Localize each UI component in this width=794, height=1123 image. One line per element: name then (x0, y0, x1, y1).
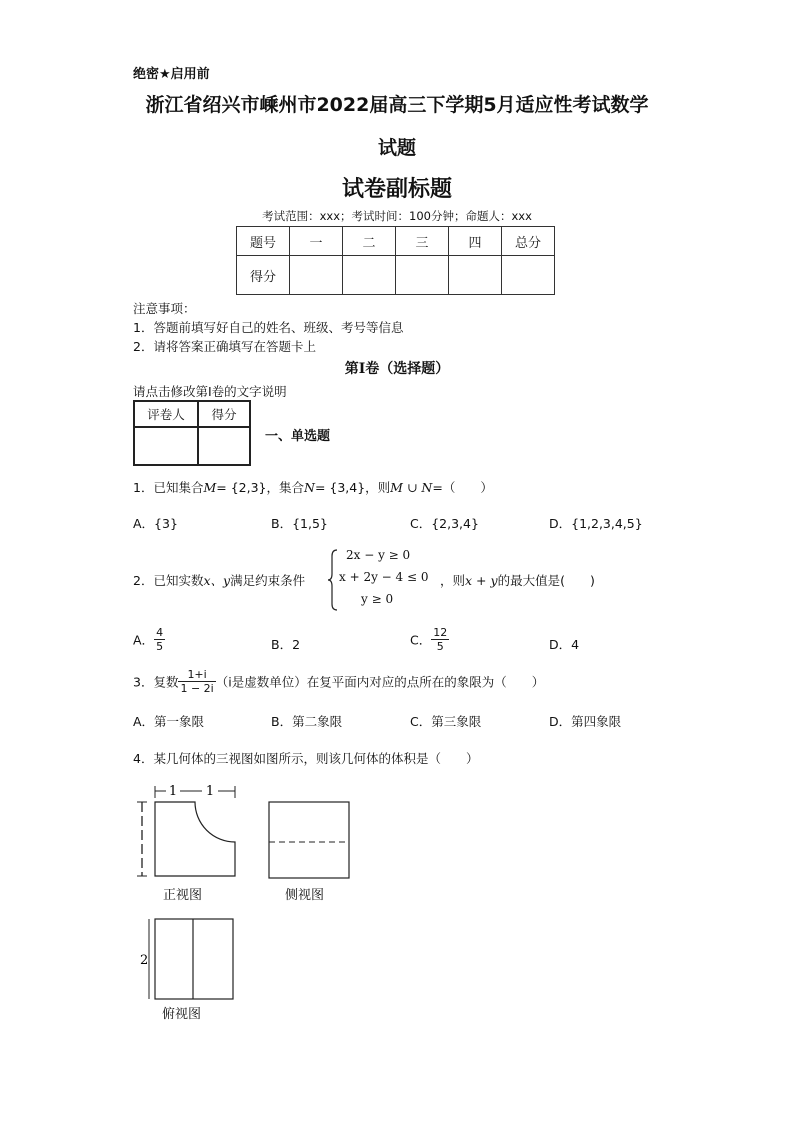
q1-option-a[interactable]: A．{3} (133, 516, 178, 531)
dim-label: 1 (168, 784, 178, 799)
q2-vars: x、y (203, 573, 231, 588)
fraction-numerator: 12 (433, 626, 448, 639)
q2-expression: x + y (465, 573, 498, 588)
exam-title: 浙江省绍兴市嵊州市2022届高三下学期5月适应性考试数学 (145, 94, 649, 116)
question-2-tail (440, 571, 595, 589)
exam-title-line2: 试题 (377, 137, 416, 159)
q1-option-b[interactable]: B．{1,5} (271, 516, 328, 531)
q1-option-c[interactable]: C．{2,3,4} (410, 516, 479, 531)
score-cell (449, 256, 502, 295)
q3-option-b[interactable]: B．第二象限 (271, 714, 343, 729)
score-header-cell: 总分 (502, 227, 555, 256)
q2-text: 满足约束条件 (230, 573, 306, 588)
score-header-cell: 四 (449, 227, 502, 256)
dim-label: 2 (140, 953, 149, 968)
q2-text: ，则 (440, 573, 466, 588)
q2-option-d[interactable]: D．4 (549, 637, 580, 652)
q3-option-a[interactable]: A．第一象限 (133, 714, 205, 729)
fraction-denominator: 1 − 2i (180, 682, 214, 695)
q2-constraint-2: x + 2y − 4 ≤ 0 (339, 570, 429, 584)
score-header-cell: 二 (343, 227, 396, 256)
q1-option-d[interactable]: D．{1,2,3,4,5} (549, 516, 643, 531)
score-header-cell: 一 (290, 227, 343, 256)
question-4: 4．某几何体的三视图如图所示，则该几何体的体积是（ ） (133, 751, 479, 766)
score-row-label: 得分 (237, 256, 290, 295)
q1-text: 1．已知集合 (133, 480, 204, 495)
q2-option-a-label: A． (133, 632, 155, 648)
q3-option-c[interactable]: C．第三象限 (410, 714, 482, 729)
q1-text: = {3,4}，则 (314, 480, 391, 495)
front-view-figure (128, 780, 248, 880)
dim-label: 1 (205, 784, 215, 799)
exam-subtitle: 试卷副标题 (341, 176, 452, 202)
side-view-label: 侧视图 (285, 888, 325, 903)
score-cell (396, 256, 449, 295)
question-2 (133, 571, 305, 589)
q2-text: 的最大值是( ) (497, 573, 595, 588)
fraction-numerator: 4 (156, 626, 164, 639)
score-header-cell: 题号 (237, 227, 290, 256)
q2-constraint-1: 2x − y ≥ 0 (346, 548, 411, 562)
q1-set-m: M (203, 480, 217, 495)
notes-block (133, 299, 403, 356)
q3-option-d[interactable]: D．第四象限 (549, 714, 622, 729)
q2-constraint-3: y ≥ 0 (361, 592, 394, 606)
grader-header: 评卷人 (134, 401, 198, 427)
section-heading: 一、单选题 (265, 429, 331, 444)
score-table (236, 226, 555, 295)
score-header-cell: 三 (396, 227, 449, 256)
q2-option-c-label: C． (410, 632, 432, 648)
front-view-label: 正视图 (163, 888, 203, 903)
fraction-denominator: 5 (436, 640, 444, 653)
secret-label: 绝密★启用前 (133, 67, 210, 82)
q1-text: =（ ） (432, 480, 493, 495)
exam-info: 考试范围：xxx；考试时间：100分钟；命题人：xxx (262, 209, 532, 223)
side-view-figure (265, 800, 355, 882)
q2-option-c-fraction (431, 626, 449, 653)
q2-option-b[interactable]: B．2 (271, 637, 301, 652)
top-view-figure (135, 915, 240, 1003)
notes-heading: 注意事项： (133, 301, 196, 316)
grader-table (133, 400, 251, 466)
notes-item: 2．请将答案正确填写在答题卡上 (133, 339, 316, 354)
q2-option-c[interactable] (410, 626, 449, 653)
grader-cell (134, 427, 198, 465)
q1-set-n: N (304, 480, 315, 495)
notes-item: 1．答题前填写好自己的姓名、班级、考号等信息 (133, 320, 404, 335)
q1-text: = {2,3}，集合 (216, 480, 304, 495)
score-cell (343, 256, 396, 295)
top-view-label: 俯视图 (162, 1007, 202, 1022)
question-3 (133, 668, 544, 695)
q3-text: （i是虚数单位）在复平面内对应的点所在的象限为（ ） (215, 674, 545, 690)
score-cell (290, 256, 343, 295)
q3-text: 3．复数 (133, 674, 179, 690)
q3-fraction (178, 668, 215, 695)
q1-union: M ∪ N (390, 480, 433, 495)
fraction-numerator: 1+i (178, 668, 215, 682)
brace-icon (327, 548, 339, 612)
grader-score-cell (198, 427, 250, 465)
q2-option-a-fraction (154, 626, 165, 653)
question-1 (133, 478, 493, 496)
grader-score-header: 得分 (198, 401, 250, 427)
volume-title: 第I卷（选择题） (344, 361, 450, 377)
q2-option-a[interactable] (133, 626, 165, 653)
volume-description: 请点击修改第I卷的文字说明 (133, 384, 287, 399)
score-cell (502, 256, 555, 295)
q2-text: 2．已知实数 (133, 573, 204, 588)
fraction-denominator: 5 (156, 640, 164, 653)
